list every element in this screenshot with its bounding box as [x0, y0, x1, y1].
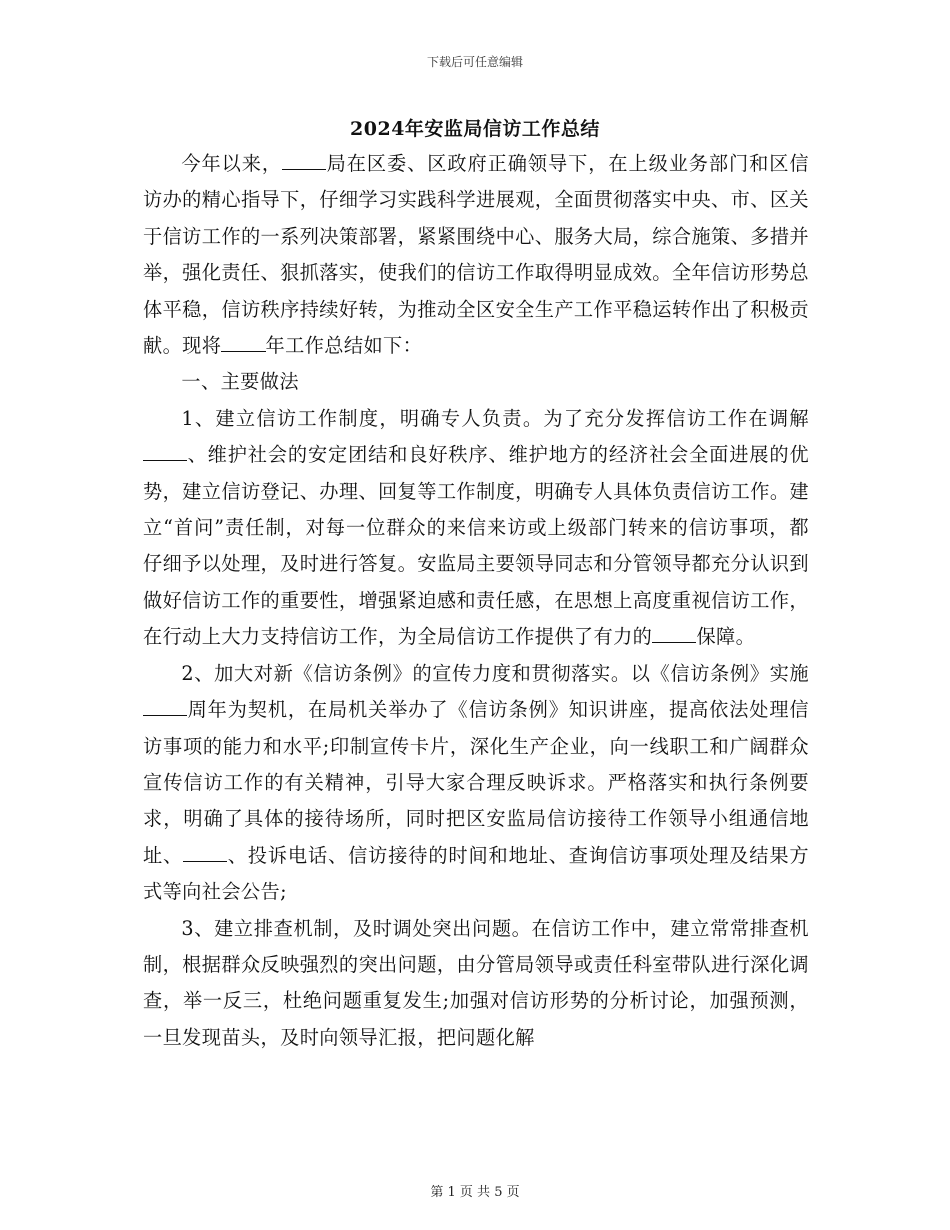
paragraph-text: 3、建立排查机制，及时调处突出问题。在信访工作中，建立常常排查机制，根据群众反映强烈的突出问题，由分管局领导或责任科室带队进行深化调查，举一反三，杜绝问题重复发生;加强对信访形势的分析讨论，加强预测，一旦发现苗头，及时向领导汇报，把问题化解: [143, 916, 809, 1049]
paragraph: [143, 146, 809, 364]
paragraph-text: 1、建立信访工作制度，明确专人负责。为了充分发挥信访工作在调解: [181, 406, 809, 430]
paragraph-text: 年工作总结如下：: [265, 334, 423, 358]
paragraph-text: 2、加大对新《信访条例》的宣传力度和贯彻落实。以《信访条例》实施: [181, 661, 809, 685]
document-body: [143, 146, 809, 1056]
fill-in-blank: [652, 624, 696, 643]
paragraph: [143, 911, 809, 1057]
page-number: 第 1 页 共 5 页: [430, 1185, 520, 1200]
paragraph-text: 周年为契机，在局机关举办了《信访条例》知识讲座，提高依法处理信访事项的能力和水平;印制宣传卡片，深化生产企业，向一线职工和广阔群众宣传信访工作的有关精神，引导大家合理反映诉求。严格落实和执行条例要求，明确了具体的接待场所，同时把区安监局信访接待工作领导小组通信地址、: [143, 698, 809, 867]
fill-in-blank: [143, 442, 187, 461]
header-note: 下载后可任意编辑: [426, 55, 523, 69]
paragraph: [143, 364, 809, 400]
paragraph-text: 、投诉电话、信访接待的时间和地址、查询信访事项处理及结果方式等向社会公告;: [143, 843, 809, 904]
paragraph: [143, 401, 809, 656]
paragraph-text: 一、主要做法: [181, 370, 299, 394]
paragraph-text: 局在区委、区政府正确领导下，在上级业务部门和区信访办的精心指导下，仔细学习实践科学进展观，全面贯彻落实中央、市、区关于信访工作的一系列决策部署，紧紧围绕中心、服务大局，综合施策、多措并举，强化责任、狠抓落实，使我们的信访工作取得明显成效。全年信访形势总体平稳，信访秩序持续好转，为推动全区安全生产工作平稳运转作出了积极贡献。现将: [143, 152, 809, 358]
fill-in-blank: [221, 333, 265, 352]
paragraph-text: 保障。: [696, 625, 756, 649]
fill-in-blank: [183, 842, 227, 861]
document-title: 2024年安监局信访工作总结: [350, 118, 600, 140]
paragraph-text: 今年以来，: [181, 152, 282, 175]
paragraph-text: 、维护社会的安定团结和良好秩序、维护地方的经济社会全面进展的优势，建立信访登记、办理、回复等工作制度，明确专人具体负责信访工作。建立“首问”责任制，对每一位群众的来信来访或上级部门转来的信访事项，都仔细予以处理，及时进行答复。安监局主要领导同志和分管领导都充分认识到做好信访工作的重要性，增强紧迫感和责任感，在思想上高度重视信访工作，在行动上大力支持信访工作，为全局信访工作提供了有力的: [143, 443, 809, 649]
paragraph: [143, 656, 809, 911]
fill-in-blank: [143, 697, 187, 716]
fill-in-blank: [282, 151, 326, 170]
